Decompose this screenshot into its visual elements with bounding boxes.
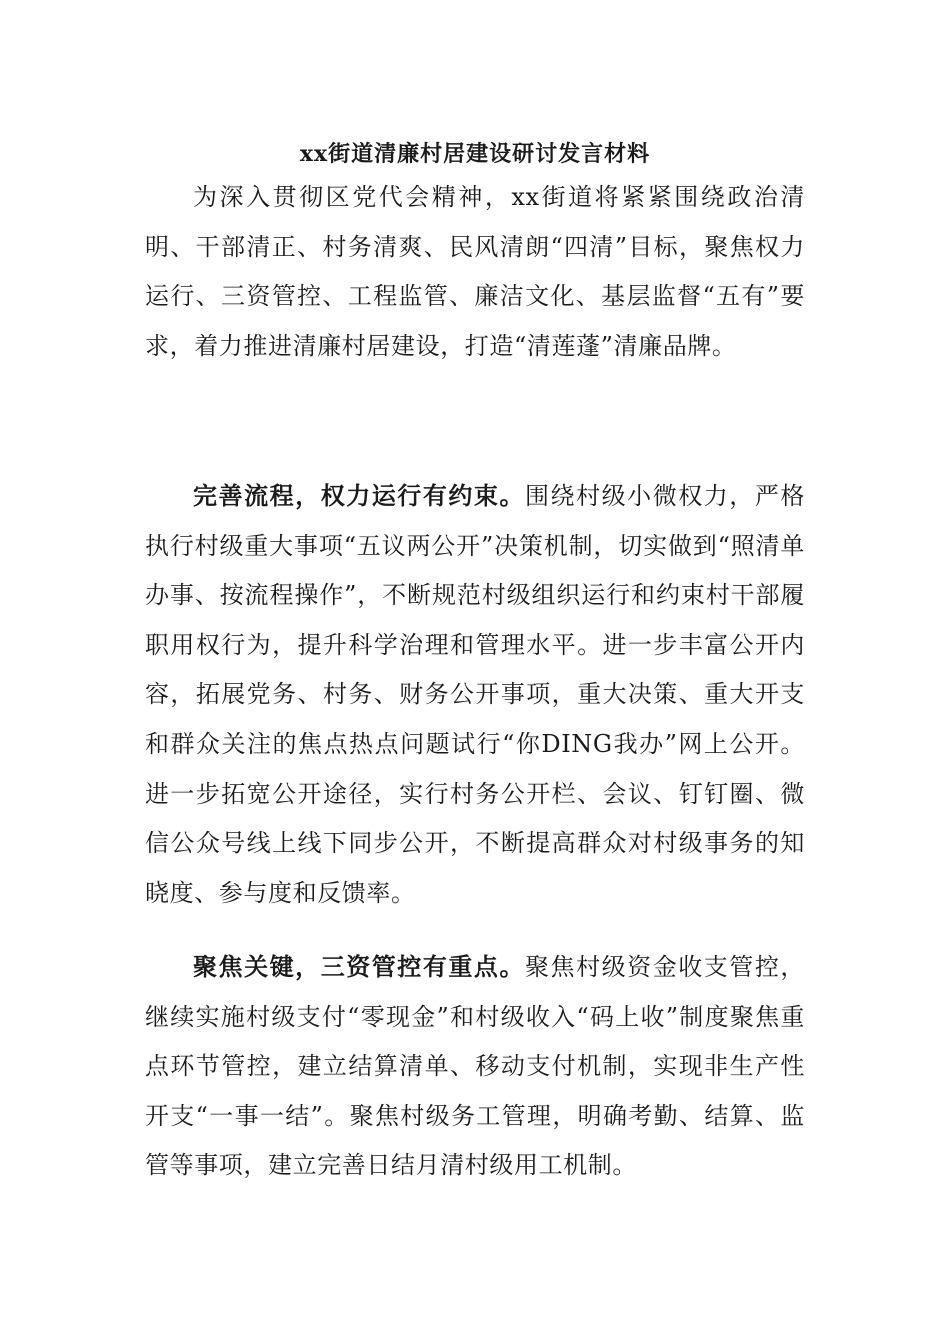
intro-paragraph [145, 173, 805, 371]
section-paragraph-process [145, 471, 805, 918]
paragraph-text: 为深入贯彻区党代会精神，xx街道将紧紧围绕政治清明、干部清正、村务清爽、民风清朗“四清”目标，聚焦权力运行、三资管控、工程监管、廉洁文化、基层监督“五有”要求，着力推进清廉村居建设，打造“清莲蓬”清廉品牌。 [145, 183, 805, 360]
paragraph-text: 聚焦村级资金收支管控，继续实施村级支付“零现金”和村级收入“码上收”制度聚焦重点环节管控，建立结算清单、移动支付机制，实现非生产性开支“一事一结”。聚焦村级务工管理，明确考勤、结算、监管等事项，建立完善日结月清村级用工机制。 [145, 953, 805, 1180]
document-title: xx街道清廉村居建设研讨发言材料 [299, 141, 651, 167]
section-paragraph-assets [145, 942, 805, 1191]
paragraph-lead-heading: 聚焦关键，三资管控有重点。 [193, 952, 525, 981]
paragraph-lead-heading: 完善流程，权力运行有约束。 [193, 481, 525, 510]
paragraph-text: 围绕村级小微权力，严格执行村级重大事项“五议两公开”决策机制，切实做到“照清单办事、按流程操作”，不断规范村级组织运行和约束村干部履职用权行为，提升科学治理和管理水平。进一步丰富公开内容，拓展党务、村务、财务公开事项，重大决策、重大开支和群众关注的焦点热点问题试行“你DING我办”网上公开。进一步拓宽公开途径，实行村务公开栏、会议、钉钉圈、微信公众号线上线下同步公开，不断提高群众对村级事务的知晓度、参与度和反馈率。 [145, 482, 805, 907]
